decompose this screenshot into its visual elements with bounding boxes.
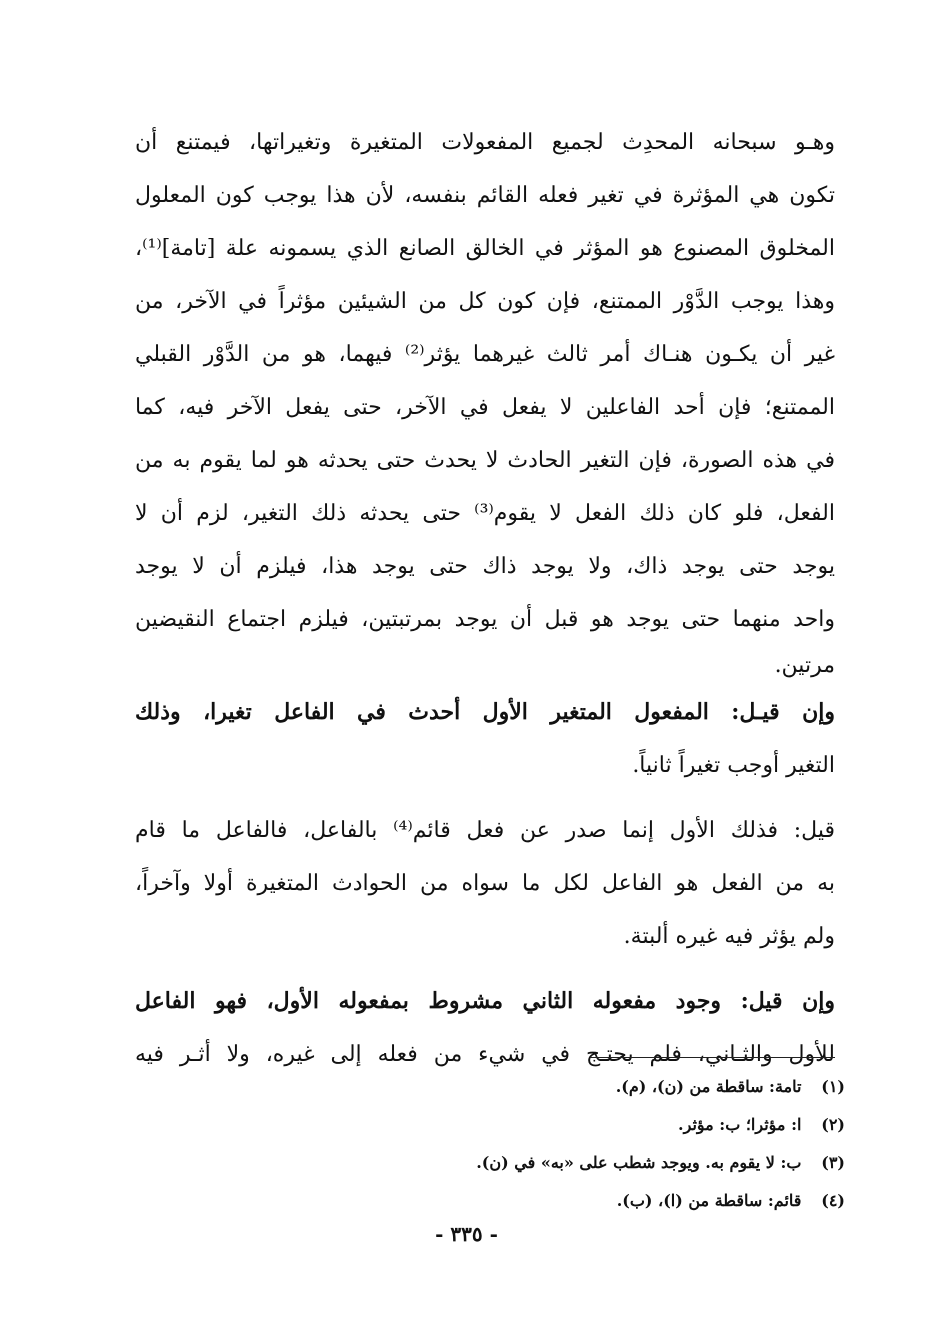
text-line: تكون هي المؤثرة في تغير فعله القائم بنفسه، لأن هذا يوجب كون المعلول: [135, 183, 835, 208]
footnote-number: (٢): [821, 1115, 845, 1134]
text-line: وإن قيـل: المفعول المتغير الأول أحدث في الفاعل تغيرا، وذلك: [135, 699, 835, 725]
footnote: [135, 1068, 845, 1106]
text-line: وهـو سبحانه المحدِث لجميع المفعولات المتغيرة وتغيراتها، فيمتنع أن: [135, 130, 835, 155]
footnote-number: (٤): [821, 1191, 845, 1210]
footnote: [135, 1182, 845, 1220]
footnote-text: تامة: ساقطة من (ن)، (م).: [615, 1077, 802, 1096]
footnote-number: (١): [821, 1077, 845, 1096]
text-line: واحد منهما حتى يوجد هو قبل أن يوجد بمرتبتين، فيلزم اجتماع النقيضين: [135, 607, 835, 632]
text-line: وإن قيل: وجود مفعوله الثاني مشروط بمفعوله الأول، فهو الفاعل: [135, 988, 835, 1014]
paragraph-2: [135, 686, 835, 792]
footnote-text: قائم: ساقطة من (ا)، (ب).: [616, 1191, 802, 1210]
text-line: به من الفعل هو الفاعل لكل ما سواه من الحوادث المتغيرة أولا وآخراً،: [135, 871, 835, 896]
text-line: قيل: فذلك الأول إنما صدر عن فعل قائم⁽⁴⁾ بالفاعل، فالفاعل ما قام: [135, 818, 835, 843]
footnote-text: ا: مؤثرا؛ ب: مؤثر.: [678, 1115, 802, 1134]
text-line: ولم يؤثر فيه غيره ألبتة.: [623, 924, 835, 949]
text-line: وهذا يوجب الدَّوْر الممتنع، فإن كون كل من الشيئين مؤثراً في الآخر، من: [135, 289, 835, 314]
footnote: [135, 1144, 845, 1182]
main-text: [135, 116, 835, 1081]
footnote: [135, 1106, 845, 1144]
text-line: مرتين.: [774, 653, 835, 678]
text-line: الممتنع؛ فإن أحد الفاعلين لا يفعل في الآخر، حتى يفعل الآخر فيه، كما: [135, 395, 835, 420]
paragraph-gap: [135, 963, 835, 975]
text-line: التغير أوجب تغيراً ثانياً.: [632, 753, 835, 778]
text-line: المخلوق المصنوع هو المؤثر في الخالق الصانع الذي يسمونه علة [تامة]⁽¹⁾،: [135, 236, 835, 261]
footnote-number: (٣): [821, 1153, 845, 1172]
paragraph-gap: [135, 792, 835, 804]
text-line: يوجد حتى يوجد ذاك، ولا يوجد ذاك حتى يوجد هذا، فيلزم أن لا يوجد: [135, 554, 835, 579]
paragraph-3: [135, 804, 835, 963]
footnote-divider: [590, 1057, 835, 1058]
text-line: للأول والثـاني، فلم يحتـج في شيء من فعله إلى غيره، ولا أثـر فيه: [135, 1042, 835, 1067]
paragraph-4: [135, 975, 835, 1081]
text-line: غير أن يكـون هنـاك أمر ثالث غيرهما يؤثر⁽²⁾ فيهما، هو من الدَّوْر القبلي: [135, 342, 835, 367]
footnote-text: ب: لا يقوم به. ويوجد شطب على «به» في (ن).: [476, 1153, 802, 1172]
page-number: - ٣٣٥ -: [435, 1222, 498, 1246]
footnotes: [135, 1068, 845, 1220]
text-line: في هذه الصورة، فإن التغير الحادث لا يحدث حتى يحدثه هو لما يقوم به من: [135, 448, 835, 473]
text-line: الفعل، فلو كان ذلك الفعل لا يقوم⁽³⁾ حتى يحدثه ذلك التغير، لزم أن لا: [135, 501, 835, 526]
paragraph-1: [135, 116, 835, 686]
